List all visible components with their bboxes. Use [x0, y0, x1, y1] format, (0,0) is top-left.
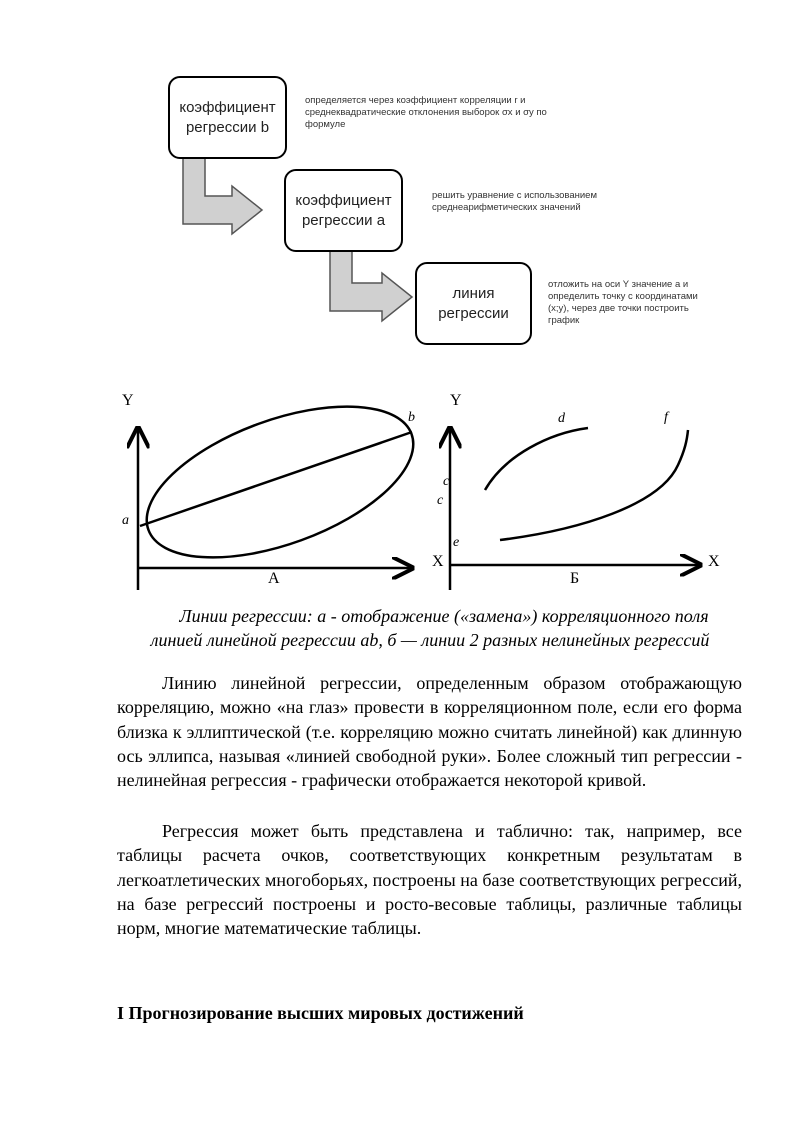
- box3-label: линия регрессии: [438, 284, 509, 322]
- panel-b-label: Б: [570, 570, 580, 587]
- curve-f: [500, 430, 688, 540]
- note-2: решить уравнение с использованием среднеарифметических значений: [432, 190, 597, 213]
- mark-c-lower: c: [437, 493, 444, 508]
- paragraph-2: Регрессия может быть представлена и таблично: так, например, все таблицы расчета очков, соответствующих конкретным результатам в легкоатлетических многоборьях, построены на базе соответствующих регрессий, на базе регрессий построены и росто-весовые таблицы, различные таблицы норм, многие математические таблицы.: [117, 821, 742, 939]
- curve-d-label: d: [558, 411, 565, 426]
- figure-caption-line-2: линией линейной регрессии ab, б — линии 2 разных нелинейных регрессий: [150, 630, 710, 650]
- panel-a-point-a: a: [122, 513, 129, 528]
- curve-d: [485, 428, 588, 490]
- correlation-field-ellipse: [127, 376, 433, 588]
- note-3: отложить на оси Y значение a и определить точку с координатами (x;y), через две точки построить график: [548, 279, 698, 326]
- panel-a-label: А: [268, 570, 280, 587]
- curve-f-label: f: [664, 410, 668, 425]
- section-heading: I Прогнозирование высших мировых достижений: [117, 1003, 524, 1023]
- note-1: определяется через коэффициент корреляции r и среднеквадратические отклонения выборок σx и σy по формуле: [305, 95, 547, 130]
- box2-label: коэффициент регрессии a: [295, 191, 392, 229]
- paragraph-1: Линию линейной регрессии, определенным образом отображающую корреляцию, можно «на глаз» провести в корреляционном поле, если его форма близка к эллиптической (т.е. корреляцию можно считать линейной) как длинную ось эллипса, называя «линией свободной руки». Более сложный тип регрессии - нелинейная регрессия - графически отображается некоторой кривой.: [117, 673, 742, 791]
- mark-c-upper: c: [443, 474, 450, 489]
- mark-e: e: [453, 535, 460, 550]
- panel-a-y-label: Y: [122, 392, 134, 409]
- figure-caption-line-1: Линии регрессии: a - отображение («замена») корреляционного поля: [179, 606, 709, 626]
- panel-b-y-label: Y: [450, 392, 462, 409]
- panel-b-x-label-right: X: [708, 553, 720, 570]
- panel-a-point-b: b: [408, 410, 415, 425]
- box1-label: коэффициент регрессии b: [179, 98, 276, 136]
- regression-line-ab: [140, 432, 412, 526]
- panel-b-x-label-left: X: [432, 553, 444, 570]
